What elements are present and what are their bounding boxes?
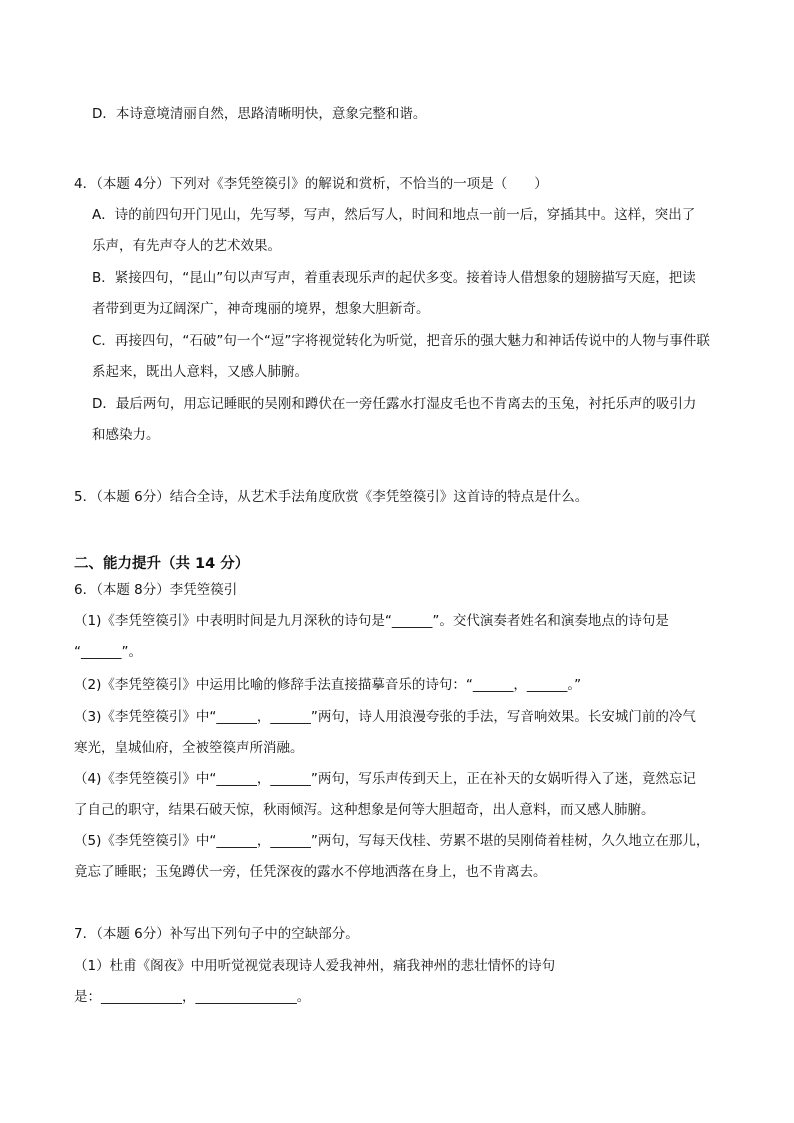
q6-sub4-line2: 了自己的职守，结果石破天惊，秋雨倾泻。这种想象是何等大胆超奇，出人意料，而又感人肺腑。: [74, 802, 655, 818]
q4-option-c-line2: 系起来，既出人意料，又感人肺腑。: [92, 364, 308, 380]
q6-sub4-line1: （4)《李凭箜篌引》中“______，______”两句，写乐声传到天上，正在补天的女娲听得入了迷，竟然忘记: [74, 771, 696, 787]
q4-option-c-line1: C．再接四句，“石破”句一个“逗”字将视觉转化为听觉，把音乐的强大魅力和神话传说中的人物与事件联: [92, 333, 710, 349]
q6-sub5-line2: 竟忘了睡眠；玉兔蹲伏一旁，任凭深夜的露水不停地洒落在身上，也不肯离去。: [74, 864, 547, 880]
q4-option-d-line1: D．最后两句，用忘记睡眠的吴刚和蹲伏在一旁任露水打湿皮毛也不肯离去的玉兔，衬托乐声的吸引力: [92, 396, 697, 412]
q5-stem: 5．（本题 6分）结合全诗，从艺术手法角度欣赏《李凭箜篌引》这首诗的特点是什么。: [74, 489, 589, 505]
q6-sub3-line1: （3)《李凭箜篌引》中“______，______”两句，诗人用浪漫夸张的手法，写音响效果。长安城门前的冷气: [74, 709, 696, 725]
q3-option-d: D．本诗意境清丽自然，思路清晰明快，意象完整和谐。: [92, 106, 427, 122]
q6-sub1-line2: “______”。: [74, 644, 142, 660]
q7-sub1-line2: 是：____________，_______________。: [74, 989, 311, 1005]
q4-stem: 4．（本题 4分）下列对《李凭箜篌引》的解说和赏析，不恰当的一项是（ ）: [74, 176, 548, 192]
q6-sub1-line1: （1)《李凭箜篌引》中表明时间是九月深秋的诗句是“______”。交代演奏者姓名和演奏地点的诗句是: [74, 613, 669, 629]
q4-option-a-line2: 乐声，有先声夺人的艺术效果。: [92, 238, 281, 254]
q4-option-b-line1: B．紧接四句，“昆山”句以声写声，着重表现乐声的起伏多变。接着诗人借想象的翅膀描写天庭，把读: [92, 270, 696, 286]
q4-option-a-line1: A．诗的前四句开门见山，先写琴，写声，然后写人，时间和地点一前一后，穿插其中。这样，突出了: [92, 207, 696, 223]
q6-sub5-line1: （5)《李凭箜篌引》中“______，______”两句，写每天伐桂、劳累不堪的吴刚倚着桂树，久久地立在那儿，: [74, 833, 710, 849]
q6-stem: 6．（本题 8分）李凭箜篌引: [74, 582, 238, 598]
q7-sub1-line1: （1）杜甫《阁夜》中用听觉视觉表现诗人爱我神州，痛我神州的悲壮情怀的诗句: [74, 958, 556, 974]
section2-title: 二、能力提升（共 14 分）: [74, 556, 250, 572]
q7-stem: 7．（本题 6分）补写出下列句子中的空缺部分。: [74, 926, 359, 942]
q4-option-d-line2: 和感染力。: [92, 427, 160, 443]
q4-option-b-line2: 者带到更为辽阔深广，神奇瑰丽的境界，想象大胆新奇。: [92, 301, 430, 317]
q6-sub2-line1: （2)《李凭箜篌引》中运用比喻的修辞手法直接描摹音乐的诗句：“______，______。”: [74, 677, 582, 693]
q6-sub3-line2: 寒光，皇城仙府，全被箜篌声所消融。: [74, 740, 304, 756]
